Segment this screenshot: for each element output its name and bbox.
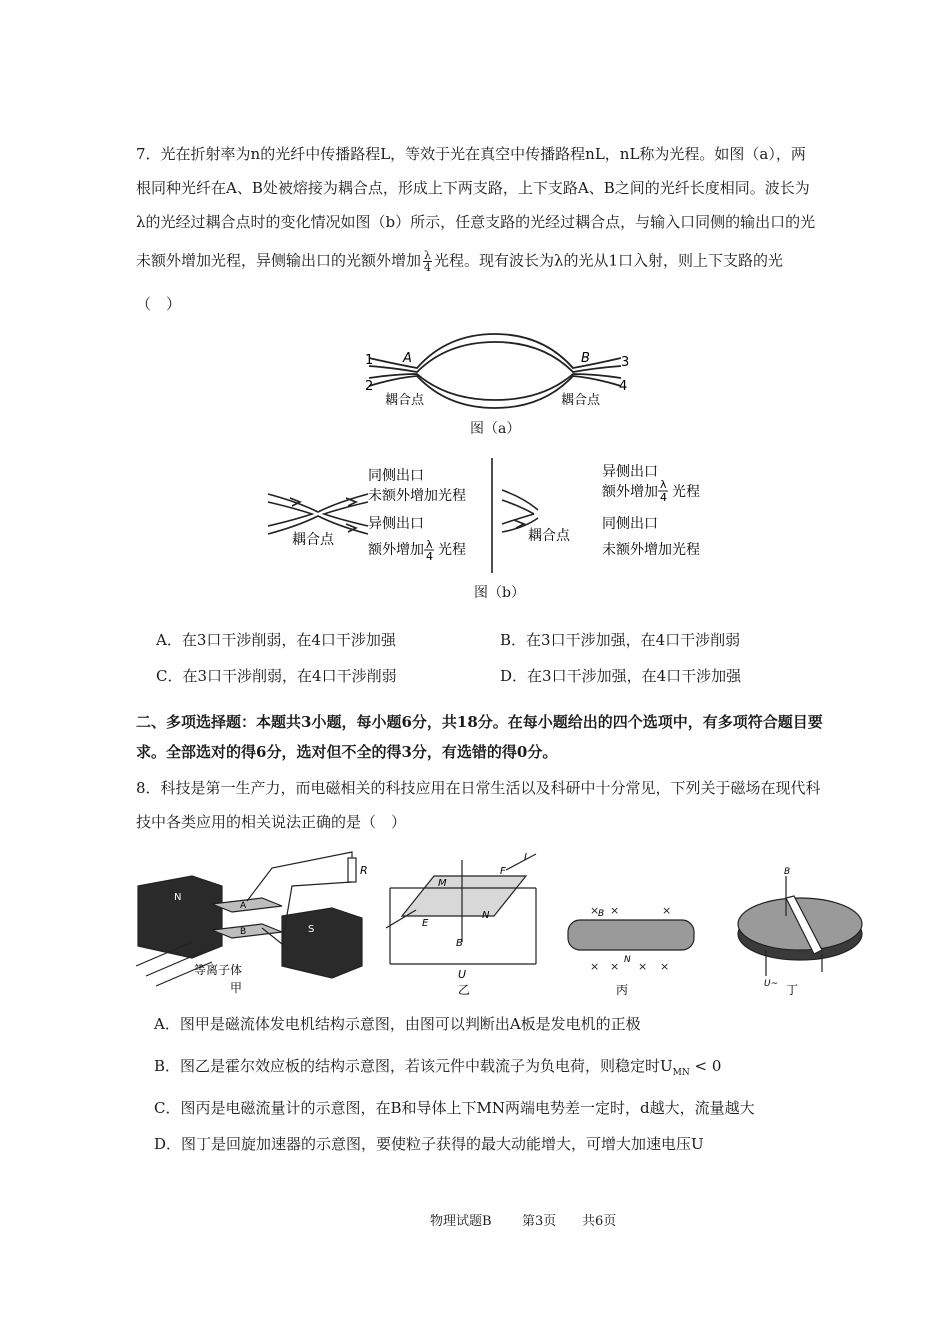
point-a-label: A xyxy=(403,351,412,366)
q7-line-4a: 未额外增加光程，异侧输出口的光额外增加 xyxy=(136,251,422,270)
figure-jia xyxy=(132,846,372,996)
mhd-generator-diagram xyxy=(132,846,372,996)
figure-a xyxy=(355,328,635,418)
b-right-diff-1: 异侧出口 xyxy=(602,464,658,480)
lambda-over-4: $\frac{\lambda}{4}$ xyxy=(424,249,431,274)
fig-yi-caption: 乙 xyxy=(458,983,471,996)
b-right-same-2: 未额外增加光程 xyxy=(602,542,700,558)
figure-b-diagram xyxy=(262,458,732,573)
figure-b-caption: 图（b） xyxy=(474,585,525,601)
svg-text:×: × xyxy=(660,960,670,973)
hall-m-label: M xyxy=(438,878,447,889)
b-right-frac-den: 4 xyxy=(660,491,667,504)
point-b-label: B xyxy=(581,351,590,366)
q8-option-b-text: B．图乙是霍尔效应板的结构示意图，若该元件中载流子为负电荷，则稳定时U xyxy=(154,1057,673,1075)
b-left-diff-1: 异侧出口 xyxy=(368,516,424,532)
b-left-frac-num: λ xyxy=(426,538,433,551)
b-left-same-1: 同侧出口 xyxy=(368,468,424,484)
b-right-frac-num: λ xyxy=(660,478,667,491)
fig-ding-caption: 丁 xyxy=(786,983,799,996)
hall-effect-diagram xyxy=(386,846,546,996)
q7-line-4b: 光程。现有波长为λ的光从1口入射，则上下支路的光 xyxy=(434,251,784,270)
b-left-frac-den: 4 xyxy=(426,550,433,563)
hall-e-label: E xyxy=(422,918,429,929)
b-right-coupler: 耦合点 xyxy=(528,528,570,544)
q7-line-4 xyxy=(136,250,783,273)
hall-f-label: F xyxy=(500,866,506,877)
q7-option-a: A．在3口干涉削弱，在4口干涉加强 xyxy=(156,631,396,649)
hall-i-label: I xyxy=(524,852,527,863)
port-4-label: 4 xyxy=(619,379,628,394)
flowmeter-diagram xyxy=(562,846,712,996)
figure-yi xyxy=(386,846,546,996)
footer-page: 第3页 xyxy=(522,1214,557,1229)
coupler-b-label: 耦合点 xyxy=(561,393,601,408)
flowmeter-n-label: N xyxy=(624,955,631,965)
q7-answer-blank: （ ） xyxy=(136,295,182,313)
b-right-same-1: 同侧出口 xyxy=(602,516,658,532)
b-left-coupler: 耦合点 xyxy=(292,532,334,548)
fig-jia-caption: 甲 xyxy=(230,981,243,995)
figure-bing xyxy=(562,846,712,996)
q7-line-3: λ的光经过耦合点时的变化情况如图（b）所示，任意支路的光经过耦合点，与输入口同侧的输出口的光 xyxy=(136,213,816,231)
q8-option-c: C．图丙是电磁流量计的示意图，在B和导体上下MN两端电势差一定时，d越大，流量越大 xyxy=(154,1099,755,1117)
plasma-label: 等离子体 xyxy=(194,963,243,977)
q7-line-2: 根同种光纤在A、B处被熔接为耦合点，形成上下两支路，上下支路A、B之间的光纤长度相同。波长为 xyxy=(136,179,810,197)
q8-option-b xyxy=(154,1056,721,1083)
q8-option-a: A．图甲是磁流体发电机结构示意图，由图可以判断出A板是发电机的正极 xyxy=(154,1015,641,1033)
figure-b xyxy=(262,458,732,573)
q7-line-1: 7．光在折射率为n的光纤中传播路程L，等效于光在真空中传播路程nL，nL称为光程。如图（a），两 xyxy=(136,145,806,163)
coupler-a-label: 耦合点 xyxy=(385,393,425,408)
figure-a-diagram xyxy=(355,328,635,418)
hall-u-label: U xyxy=(458,968,467,981)
b-right-diff-3: 光程 xyxy=(672,484,700,500)
q8-option-b-sub: MN xyxy=(672,1068,690,1078)
q8-option-b-tail: < 0 xyxy=(689,1057,722,1075)
figure-a-caption: 图（a） xyxy=(470,421,521,437)
q8-line-2: 技中各类应用的相关说法正确的是（ ） xyxy=(136,813,407,831)
hall-b-label: B xyxy=(456,938,463,949)
port-2-label: 2 xyxy=(365,379,374,394)
port-1-label: 1 xyxy=(365,353,374,368)
svg-text:×: × xyxy=(590,960,600,973)
cyclotron-diagram xyxy=(730,846,870,996)
hall-n-label: N xyxy=(482,910,490,921)
port-3-label: 3 xyxy=(621,355,630,370)
section-2-line-1: 二、多项选择题：本题共3小题，每小题6分，共18分。在每小题给出的四个选项中，有多项符合题目要 xyxy=(136,713,823,731)
svg-text:×: × xyxy=(590,904,600,917)
footer-subject: 物理试题B xyxy=(430,1214,492,1229)
q7-option-d: D．在3口干涉加强，在4口干涉加强 xyxy=(500,667,742,685)
b-left-same-2: 未额外增加光程 xyxy=(368,488,466,504)
cyclotron-u-label: U~ xyxy=(764,979,779,989)
b-right-diff-2: 额外增加 xyxy=(602,484,658,500)
plate-b-label: B xyxy=(240,927,247,937)
q8-option-d: D．图丁是回旋加速器的示意图，要使粒子获得的最大动能增大，可增大加速电压U xyxy=(154,1135,704,1153)
resistor-r-label: R xyxy=(360,864,368,877)
magnet-n-label: N xyxy=(174,892,182,903)
svg-text:×: × xyxy=(638,960,648,973)
flowmeter-b-label: B xyxy=(598,909,605,919)
magnet-s-label: S xyxy=(308,924,315,935)
cyclotron-b-label: B xyxy=(784,867,791,877)
footer-total: 共6页 xyxy=(582,1214,617,1229)
b-left-diff-3: 光程 xyxy=(438,542,466,558)
q8-line-1: 8．科技是第一生产力，而电磁相关的科技应用在日常生活以及科研中十分常见，下列关于磁场在现代科 xyxy=(136,779,821,797)
figure-ding xyxy=(730,846,870,996)
fig-bing-caption: 丙 xyxy=(616,983,629,996)
svg-text:×: × xyxy=(662,904,672,917)
b-left-diff-2: 额外增加 xyxy=(368,542,424,558)
section-2-line-2: 求。全部选对的得6分，选对但不全的得3分，有选错的得0分。 xyxy=(136,743,558,761)
q7-option-b: B．在3口干涉加强，在4口干涉削弱 xyxy=(500,631,741,649)
svg-text:×: × xyxy=(610,904,620,917)
q7-option-c: C．在3口干涉削弱，在4口干涉削弱 xyxy=(156,667,397,685)
svg-text:×: × xyxy=(610,960,620,973)
plate-a-label: A xyxy=(240,901,247,911)
